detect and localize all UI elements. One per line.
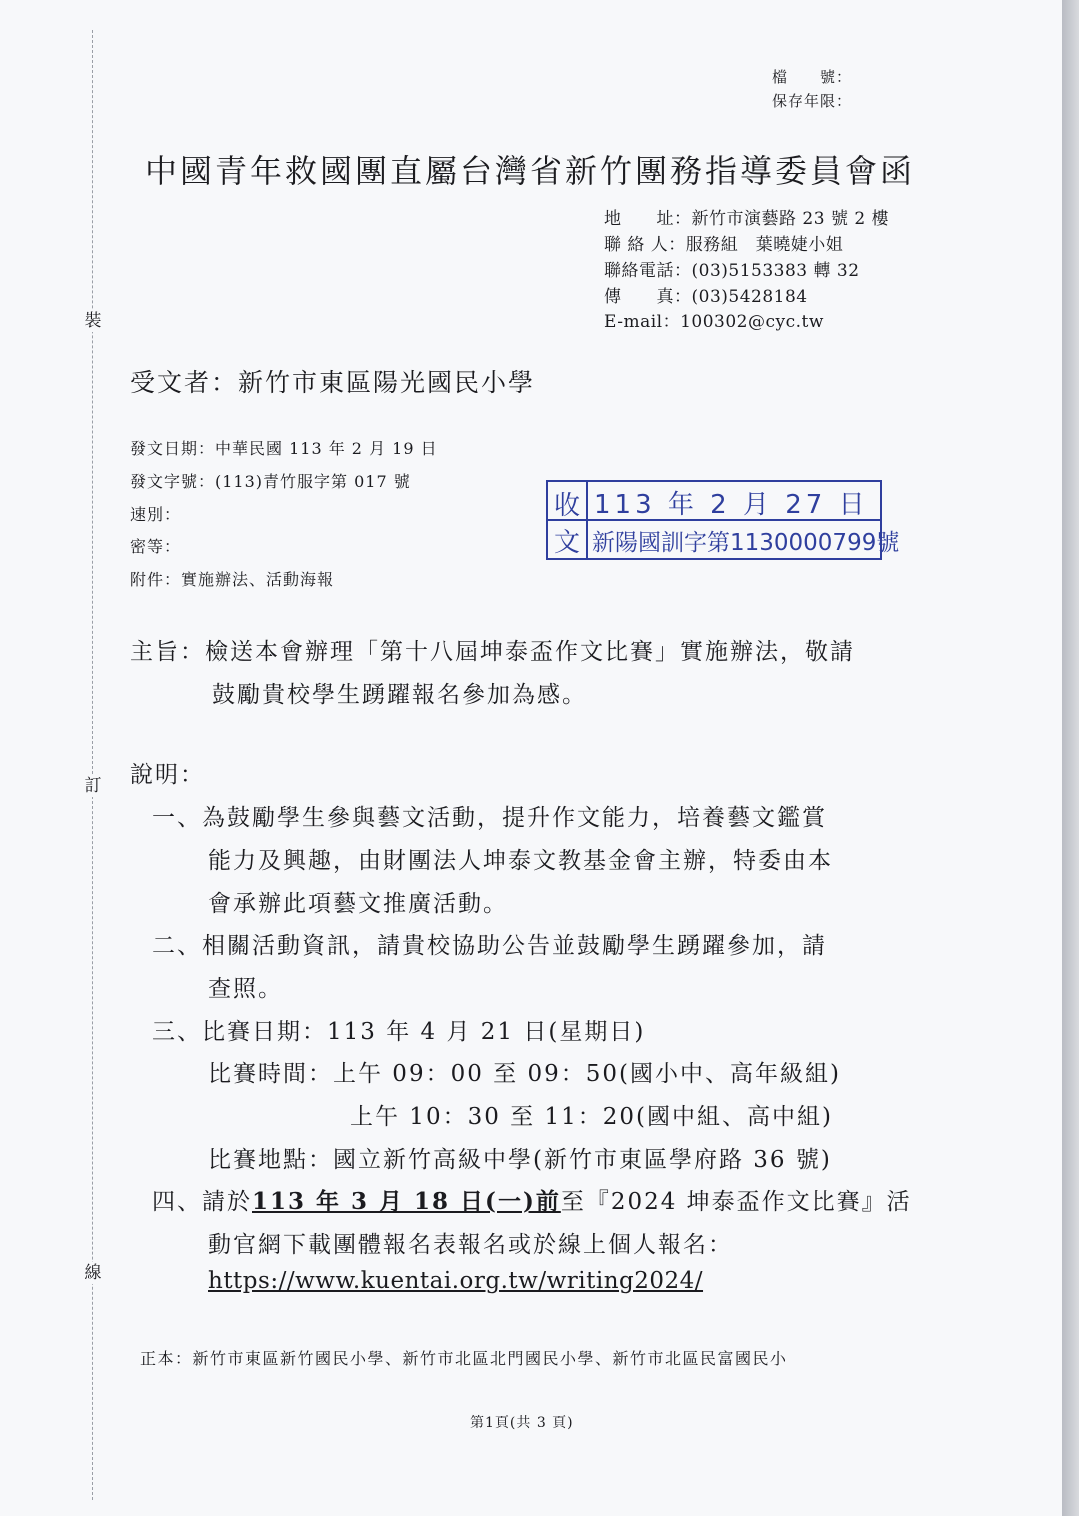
distribution-list: 正本：新竹市東區新竹國民小學、新竹市北區北門國民小學、新竹市北區民富國民小 (140, 1349, 788, 1368)
contact-person: 聯 絡 人：服務組 葉曉婕小姐 (604, 235, 844, 255)
reference-number: 發文字號：(113)青竹服字第 017 號 (130, 472, 411, 491)
item-four-line-1 (152, 1183, 912, 1216)
item-three-time-2: 上午 10：30 至 11：20(國中組、高中組) (350, 1104, 833, 1130)
item-two-line-2: 查照。 (208, 976, 283, 1002)
item-four-prefix: 四、請於 (152, 1189, 252, 1215)
item-four-rest: 至『2024 坤泰盃作文比賽』活 (560, 1189, 912, 1215)
subject-line-2: 鼓勵貴校學生踴躍報名參加為感。 (212, 682, 587, 708)
item-four-line-2: 動官網下載團體報名表報名或於線上個人報名： (208, 1232, 733, 1258)
item-one-line-2: 能力及興趣，由財團法人坤泰文教基金會主辦，特委由本 (208, 848, 833, 874)
item-one-line-1: 一、為鼓勵學生參與藝文活動，提升作文能力，培養藝文鑑賞 (152, 805, 827, 831)
contact-address: 地 址：新竹市演藝路 23 號 2 樓 (604, 209, 890, 229)
item-three-place: 比賽地點：國立新竹高級中學(新竹市東區學府路 36 號) (208, 1147, 832, 1173)
stamp-label-top: 收 (553, 491, 580, 521)
item-two-line-1: 二、相關活動資訊，請貴校協助公告並鼓勵學生踴躍參加，請 (152, 933, 827, 959)
contact-fax: 傳 真：(03)5428184 (604, 287, 808, 307)
recipient: 受文者：新竹市東區陽光國民小學 (130, 368, 536, 397)
binding-mark-zhuang: 裝 (82, 310, 104, 332)
subject-line-1: 主旨：檢送本會辦理「第十八屆坤泰盃作文比賽」實施辦法，敬請 (130, 639, 855, 665)
archive-file-number: 檔 號： (772, 68, 853, 86)
receipt-stamp (546, 480, 900, 560)
contact-phone: 聯絡電話：(03)5153383 轉 32 (604, 261, 860, 281)
page-edge (1062, 0, 1079, 1516)
registration-url[interactable]: https://www.kuentai.org.tw/writing2024/ (208, 1268, 704, 1294)
security-class: 密等： (130, 537, 182, 556)
contact-email: E-mail：100302@cyc.tw (604, 312, 824, 332)
attachments: 附件：實施辦法、活動海報 (130, 570, 335, 589)
item-one-line-3: 會承辦此項藝文推廣活動。 (208, 891, 508, 917)
stamp-number: 新陽國訓字第1130000799號 (592, 530, 900, 556)
item-three-time-1: 比賽時間：上午 09：00 至 09：50(國小中、高年級組) (208, 1061, 841, 1087)
document-title: 中國青年救國團直屬台灣省新竹團務指導委員會函 (145, 152, 916, 190)
registration-deadline: 113 年 3 月 18 日(一)前 (252, 1188, 561, 1215)
explanation-heading: 說明： (130, 762, 205, 788)
stamp-label-bottom: 文 (553, 528, 580, 558)
stamp-date: 113 年 2 月 27 日 (594, 490, 869, 520)
archive-retention-period: 保存年限： (772, 92, 853, 110)
binding-mark-xian: 線 (82, 1262, 104, 1284)
issue-date: 發文日期：中華民國 113 年 2 月 19 日 (130, 439, 438, 458)
page-number: 第1頁(共 3 頁) (470, 1415, 574, 1431)
speed-class: 速別： (130, 505, 182, 524)
item-three-date: 三、比賽日期：113 年 4 月 21 日(星期日) (152, 1019, 646, 1045)
binding-mark-ding: 訂 (82, 775, 104, 797)
